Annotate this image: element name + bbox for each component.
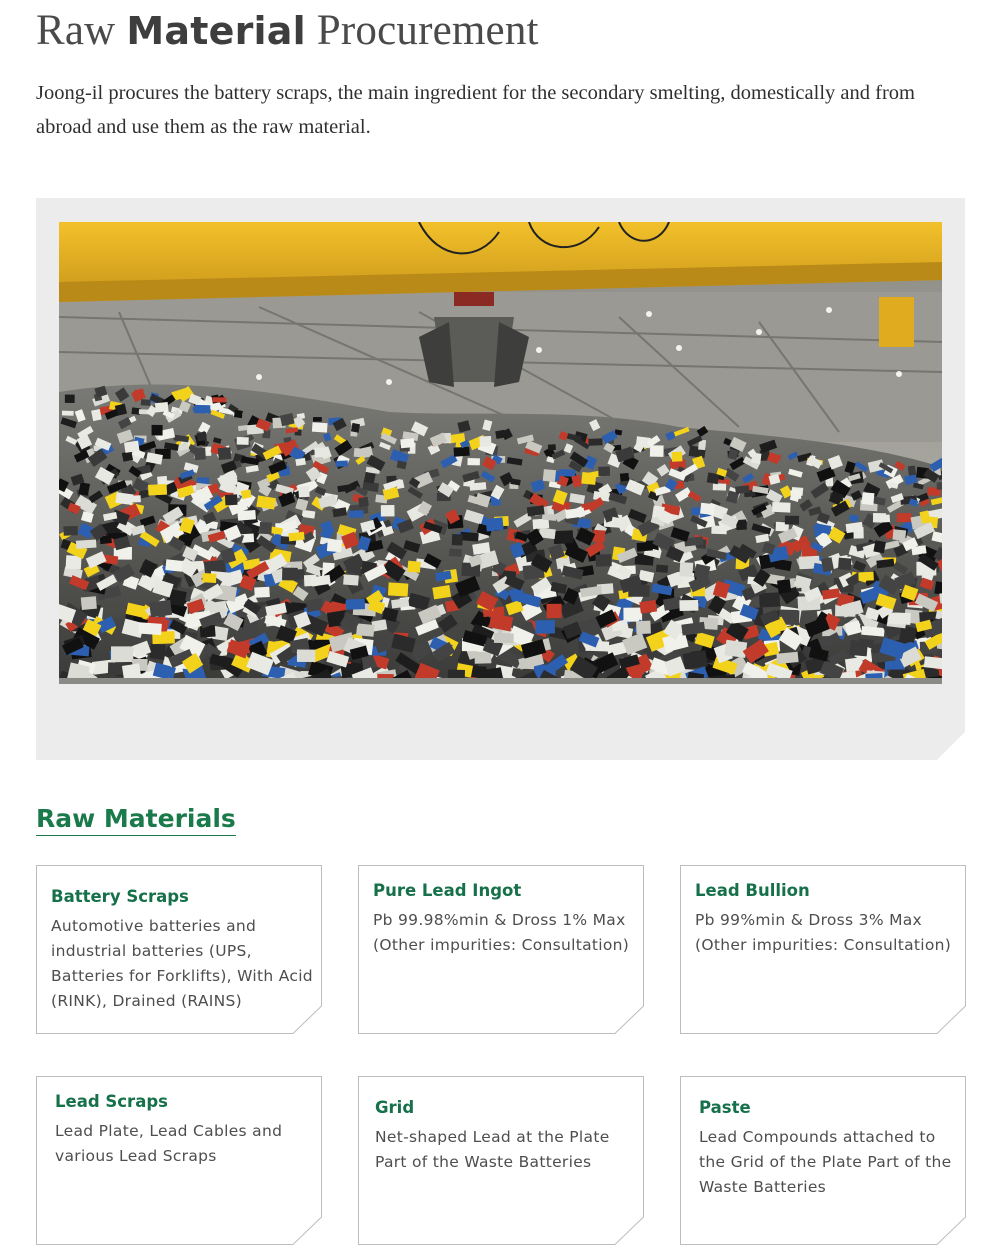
- battery-block: [559, 469, 575, 477]
- battery-block: [237, 510, 256, 521]
- battery-block: [288, 532, 304, 542]
- battery-block: [694, 564, 711, 580]
- battery-block: [134, 389, 144, 396]
- card-description: Net-shaped Lead at the Plate Part of the Waste Batteries: [375, 1128, 610, 1171]
- warehouse-illustration: [59, 222, 942, 684]
- battery-block: [234, 410, 243, 418]
- battery-block: [449, 548, 462, 556]
- battery-block: [897, 513, 912, 522]
- battery-block: [327, 539, 342, 552]
- battery-block: [111, 646, 133, 662]
- page-title: [36, 6, 539, 55]
- battery-block: [772, 502, 791, 513]
- battery-block: [225, 494, 238, 505]
- battery-block: [598, 467, 610, 477]
- battery-block: [535, 620, 555, 634]
- battery-block: [679, 562, 693, 577]
- battery-block: [400, 438, 414, 448]
- material-card-lead-bullion: [680, 865, 966, 1034]
- battery-block: [148, 484, 167, 495]
- battery-block: [679, 600, 698, 611]
- battery-block: [486, 517, 504, 531]
- battery-block: [777, 579, 791, 594]
- battery-block: [388, 582, 408, 596]
- material-card-grid: [358, 1076, 644, 1245]
- battery-block: [282, 568, 298, 581]
- material-card-pure-lead-ingot: [358, 865, 644, 1034]
- battery-block: [713, 483, 726, 490]
- material-card-battery-scraps: [36, 865, 322, 1034]
- title-bold: Material: [126, 9, 306, 53]
- battery-block: [313, 417, 322, 422]
- battery-block: [908, 466, 916, 476]
- battery-block: [138, 622, 162, 635]
- card-description: Lead Compounds attached to the Grid of the Plate Part of the Waste Batteries: [699, 1128, 952, 1196]
- battery-block: [639, 600, 657, 614]
- battery-block: [358, 497, 369, 507]
- battery-block: [672, 452, 683, 462]
- battery-block: [124, 441, 140, 453]
- battery-block: [888, 612, 911, 625]
- battery-block: [149, 600, 172, 618]
- battery-block: [620, 473, 629, 481]
- battery-block: [197, 432, 207, 441]
- intro-text: Joong-il procures the battery scraps, the main ingredient for the secondary smelting, domestically and from abroad and use them as the raw material.: [36, 82, 915, 138]
- battery-block: [724, 640, 747, 658]
- battery-block: [62, 411, 74, 416]
- battery-block: [131, 495, 141, 502]
- battery-block: [335, 461, 348, 467]
- battery-block: [595, 554, 611, 567]
- battery-block: [297, 650, 315, 662]
- battery-block: [202, 573, 216, 583]
- battery-block: [838, 558, 852, 571]
- battery-block: [238, 425, 248, 431]
- title-suffix: Procurement: [316, 7, 539, 54]
- battery-block: [212, 397, 226, 402]
- battery-block: [547, 604, 562, 618]
- battery-block: [65, 395, 75, 403]
- battery-block: [381, 505, 395, 517]
- battery-block: [63, 526, 78, 536]
- battery-block: [141, 399, 151, 406]
- battery-block: [636, 621, 651, 634]
- raw-materials-heading: Raw Materials: [36, 804, 236, 836]
- battery-block: [354, 448, 366, 458]
- battery-block: [880, 515, 890, 523]
- battery-block: [467, 458, 480, 465]
- battery-block: [650, 445, 664, 457]
- warehouse-photo: [59, 222, 942, 684]
- battery-block: [195, 405, 211, 414]
- battery-block: [254, 587, 270, 598]
- card-description: Pb 99%min & Dross 3% Max (Other impurities: Consultation): [695, 911, 952, 954]
- battery-block: [152, 425, 163, 436]
- battery-block: [454, 447, 470, 457]
- battery-block: [776, 652, 798, 664]
- battery-block: [637, 542, 653, 552]
- battery-block: [407, 561, 421, 573]
- battery-block: [237, 437, 249, 445]
- battery-block: [81, 596, 97, 610]
- battery-block: [652, 506, 665, 519]
- card-description: Lead Plate, Lead Cables and various Lead Scraps: [55, 1122, 283, 1165]
- battery-block: [533, 518, 550, 529]
- battery-block: [553, 530, 573, 544]
- battery-block: [785, 516, 799, 525]
- card-description: Pb 99.98%min & Dross 1% Max (Other impurities: Consultation): [373, 911, 630, 954]
- battery-block: [346, 599, 365, 610]
- battery-block: [588, 438, 602, 445]
- battery-block: [343, 574, 359, 585]
- title-prefix: Raw: [36, 7, 116, 54]
- battery-block: [149, 643, 166, 659]
- material-card-lead-scraps: [36, 1076, 322, 1245]
- battery-block: [751, 453, 761, 464]
- battery-block: [735, 485, 750, 494]
- battery-block: [475, 652, 492, 664]
- battery-block: [364, 472, 376, 484]
- battery-block: [122, 451, 133, 462]
- battery-block: [452, 534, 463, 546]
- battery-block: [494, 633, 514, 643]
- battery-block: [356, 623, 374, 636]
- battery-block: [351, 423, 360, 433]
- battery-block: [700, 503, 715, 515]
- battery-block: [937, 482, 942, 490]
- card-title: Paste: [699, 1098, 751, 1117]
- battery-block: [479, 436, 491, 447]
- battery-block: [314, 447, 324, 457]
- battery-block: [218, 447, 232, 460]
- battery-block: [259, 522, 272, 534]
- card-title: Lead Bullion: [695, 881, 810, 900]
- material-card-paste: [680, 1076, 966, 1245]
- battery-block: [298, 486, 310, 498]
- battery-block: [850, 640, 868, 656]
- card-description: Automotive batteries and industrial batteries (UPS, Batteries for Forklifts), With Acid (RINK), Drained (RAINS): [51, 917, 313, 1010]
- battery-block: [581, 472, 596, 485]
- battery-block: [892, 529, 906, 541]
- card-title: Pure Lead Ingot: [373, 881, 522, 900]
- battery-block: [312, 422, 328, 432]
- battery-block: [165, 559, 183, 571]
- battery-block: [543, 469, 556, 482]
- card-title: Grid: [375, 1098, 415, 1117]
- battery-block: [460, 532, 479, 542]
- battery-block: [656, 565, 668, 573]
- battery-block: [858, 572, 874, 581]
- battery-block: [76, 539, 97, 548]
- battery-block: [194, 447, 206, 460]
- battery-block: [873, 540, 886, 553]
- card-title: Lead Scraps: [55, 1092, 168, 1111]
- battery-block: [759, 592, 780, 607]
- battery-block: [593, 530, 606, 543]
- battery-block: [862, 492, 875, 505]
- photo-panel: [36, 198, 965, 760]
- battery-block: [349, 510, 364, 518]
- battery-block: [548, 444, 556, 450]
- card-title: Battery Scraps: [51, 887, 189, 906]
